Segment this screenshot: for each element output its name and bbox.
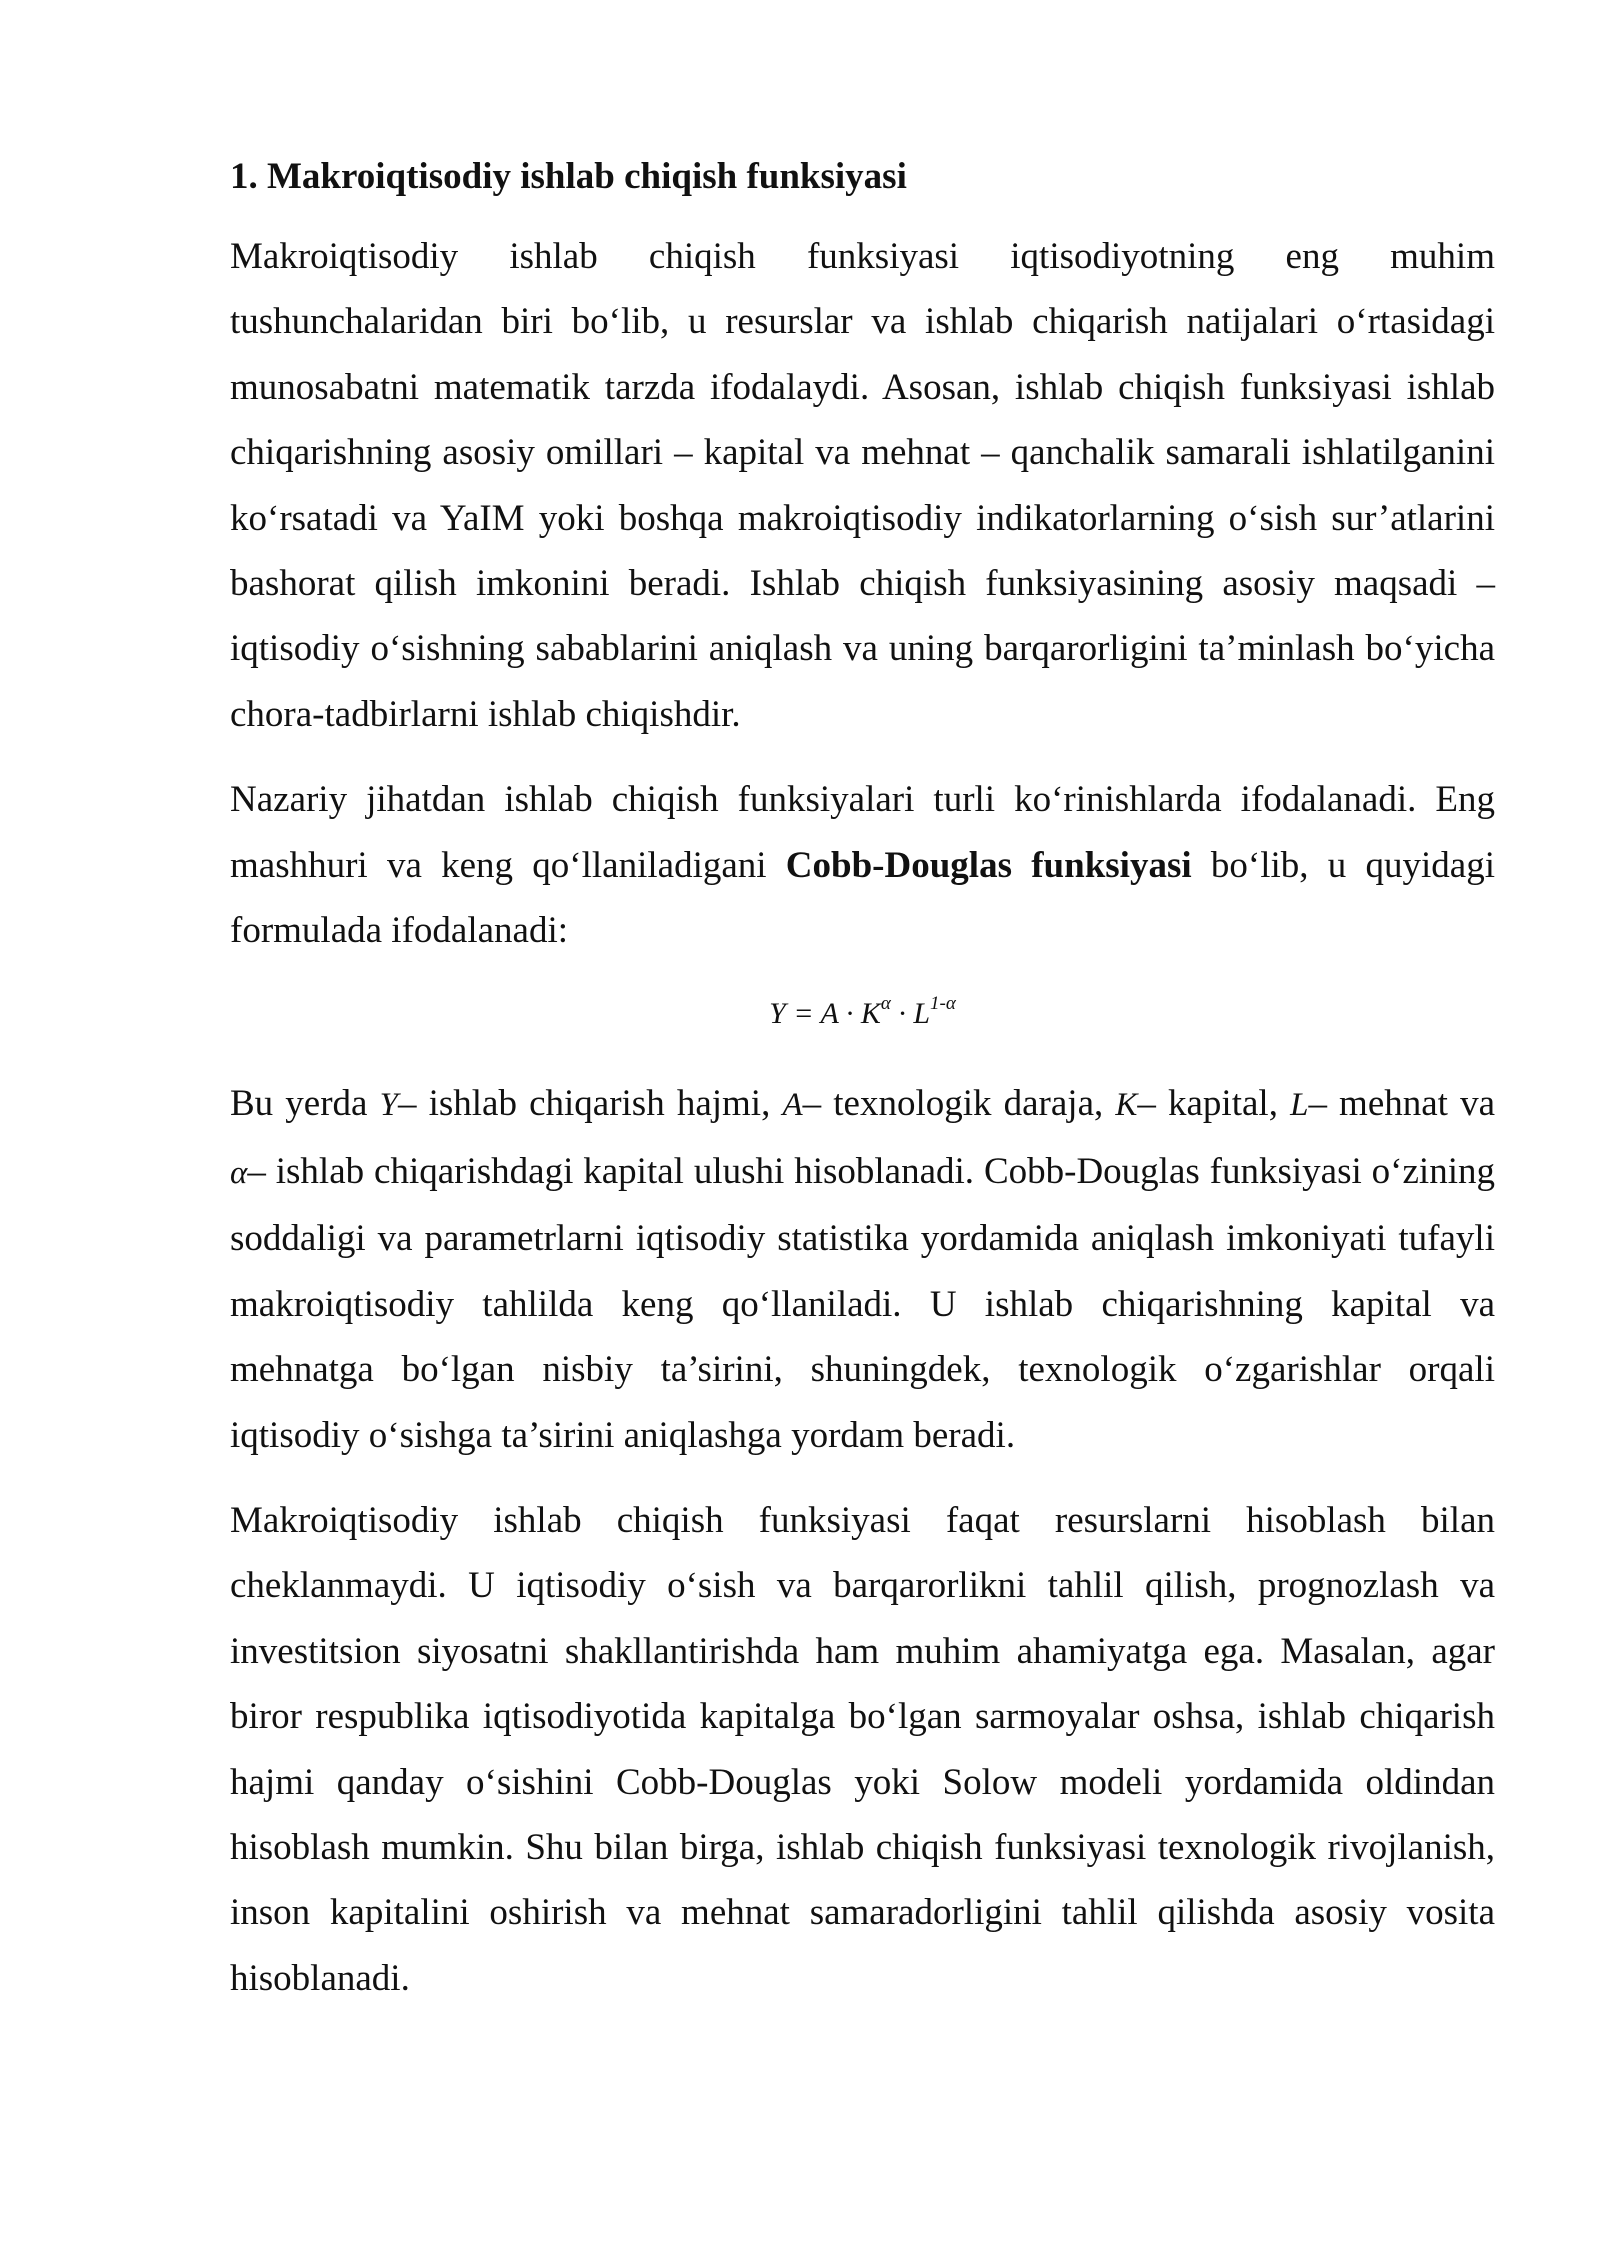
formula-base: Y = A · K	[769, 997, 881, 1031]
paragraph-2-text-before: Nazariy jihatdan ishlab chiqish funksiyalari turli ko‘rinishlarda ifodalanadi. Eng mashhuri va keng qo‘llaniladigani	[230, 779, 1495, 886]
variable-alpha: α	[230, 1154, 248, 1191]
paragraph-3-text-1: Bu yerda	[230, 1083, 380, 1125]
section-heading: 1. Makroiqtisodiy ishlab chiqish funksiyasi	[230, 156, 907, 197]
paragraph-intro: Makroiqtisodiy ishlab chiqish funksiyasi iqtisodiyotning eng muhim tushunchalaridan biri bo‘lib, u resurslar va ishlab chiqarish natijalari o‘rtasidagi munosabatni matematik tarzda ifodalaydi. Asosan, ishlab chiqish funksiyasi ishlab chiqarishning asosiy omillari – kapital va mehnat – qanchalik samarali ishlatilganini ko‘rsatadi va YaIM yoki boshqa makroiqtisodiy indikatorlarning o‘sish sur’atlarini bashorat qilish imkonini beradi. Ishlab chiqish funksiyasining asosiy maqsadi – iqtisodiy o‘sishning sabablarini aniqlash va uning barqarorligini ta’minlash bo‘yicha chora-tadbirlarni ishlab chiqishdir.	[230, 236, 1495, 735]
formula-middle: · L	[890, 997, 931, 1031]
paragraph-applications: Makroiqtisodiy ishlab chiqish funksiyasi faqat resurslarni hisoblash bilan cheklanmaydi. U iqtisodiy o‘sish va barqarorlikni tahlil qilish, prognozlash va investitsion siyosatni shakllantirishda ham muhim ahamiyatga ega. Masalan, agar biror respublika iqtisodiyotida kapitalga bo‘lgan sarmoyalar oshsa, ishlab chiqarish hajmi qanday o‘sishini Cobb-Douglas yoki Solow modeli yordamida oldindan hisoblash mumkin. Shu bilan birga, ishlab chiqish funksiyasi texnologik rivojlanish, inson kapitalini oshirish va mehnat samaradorligini tahlil qilishda asosiy vosita hisoblanadi.	[230, 1499, 1495, 1999]
variable-y: Y	[379, 1087, 398, 1124]
paragraph-3-text-4: – kapital,	[1137, 1083, 1291, 1125]
variable-l: L	[1290, 1087, 1309, 1124]
paragraph-3-text-3: – texnologik daraja,	[802, 1083, 1116, 1125]
paragraph-3-text-2: – ishlab chiqarish hajmi,	[397, 1083, 783, 1125]
paragraph-2-bold-term: Cobb-Douglas funksiyasi	[785, 844, 1192, 886]
paragraph-3-text-5: – mehnat va	[1308, 1083, 1496, 1125]
variable-k: K	[1115, 1087, 1138, 1124]
paragraph-variable-definitions	[230, 1071, 1495, 1467]
document-page	[230, 150, 1495, 2031]
paragraph-2-text-after: bo‘lib, u quyidagi formulada ifodalanadi:	[230, 844, 1495, 952]
cobb-douglas-formula	[230, 983, 1495, 1045]
paragraph-3-text-6: – ishlab chiqarishdagi kapital ulushi hisoblanadi. Cobb-Douglas funksiyasi o‘zining soddaligi va parametrlarni iqtisodiy statistika yordamida aniqlash imkoniyati tufayli makroiqtisodiy tahlilda keng qo‘llaniladi. U ishlab chiqarishning kapital va mehnatga bo‘lgan nisbiy ta’sirini, shuningdek, texnologik o‘zgarishlar orqali iqtisodiy o‘sishga ta’sirini aniqlashga yordam beradi.	[230, 1150, 1495, 1456]
formula-exponent-one-minus-alpha: 1-α	[930, 993, 956, 1015]
variable-a: A	[782, 1087, 803, 1124]
formula-exponent-alpha: α	[880, 993, 891, 1015]
paragraph-cobb-douglas-intro	[230, 767, 1495, 963]
